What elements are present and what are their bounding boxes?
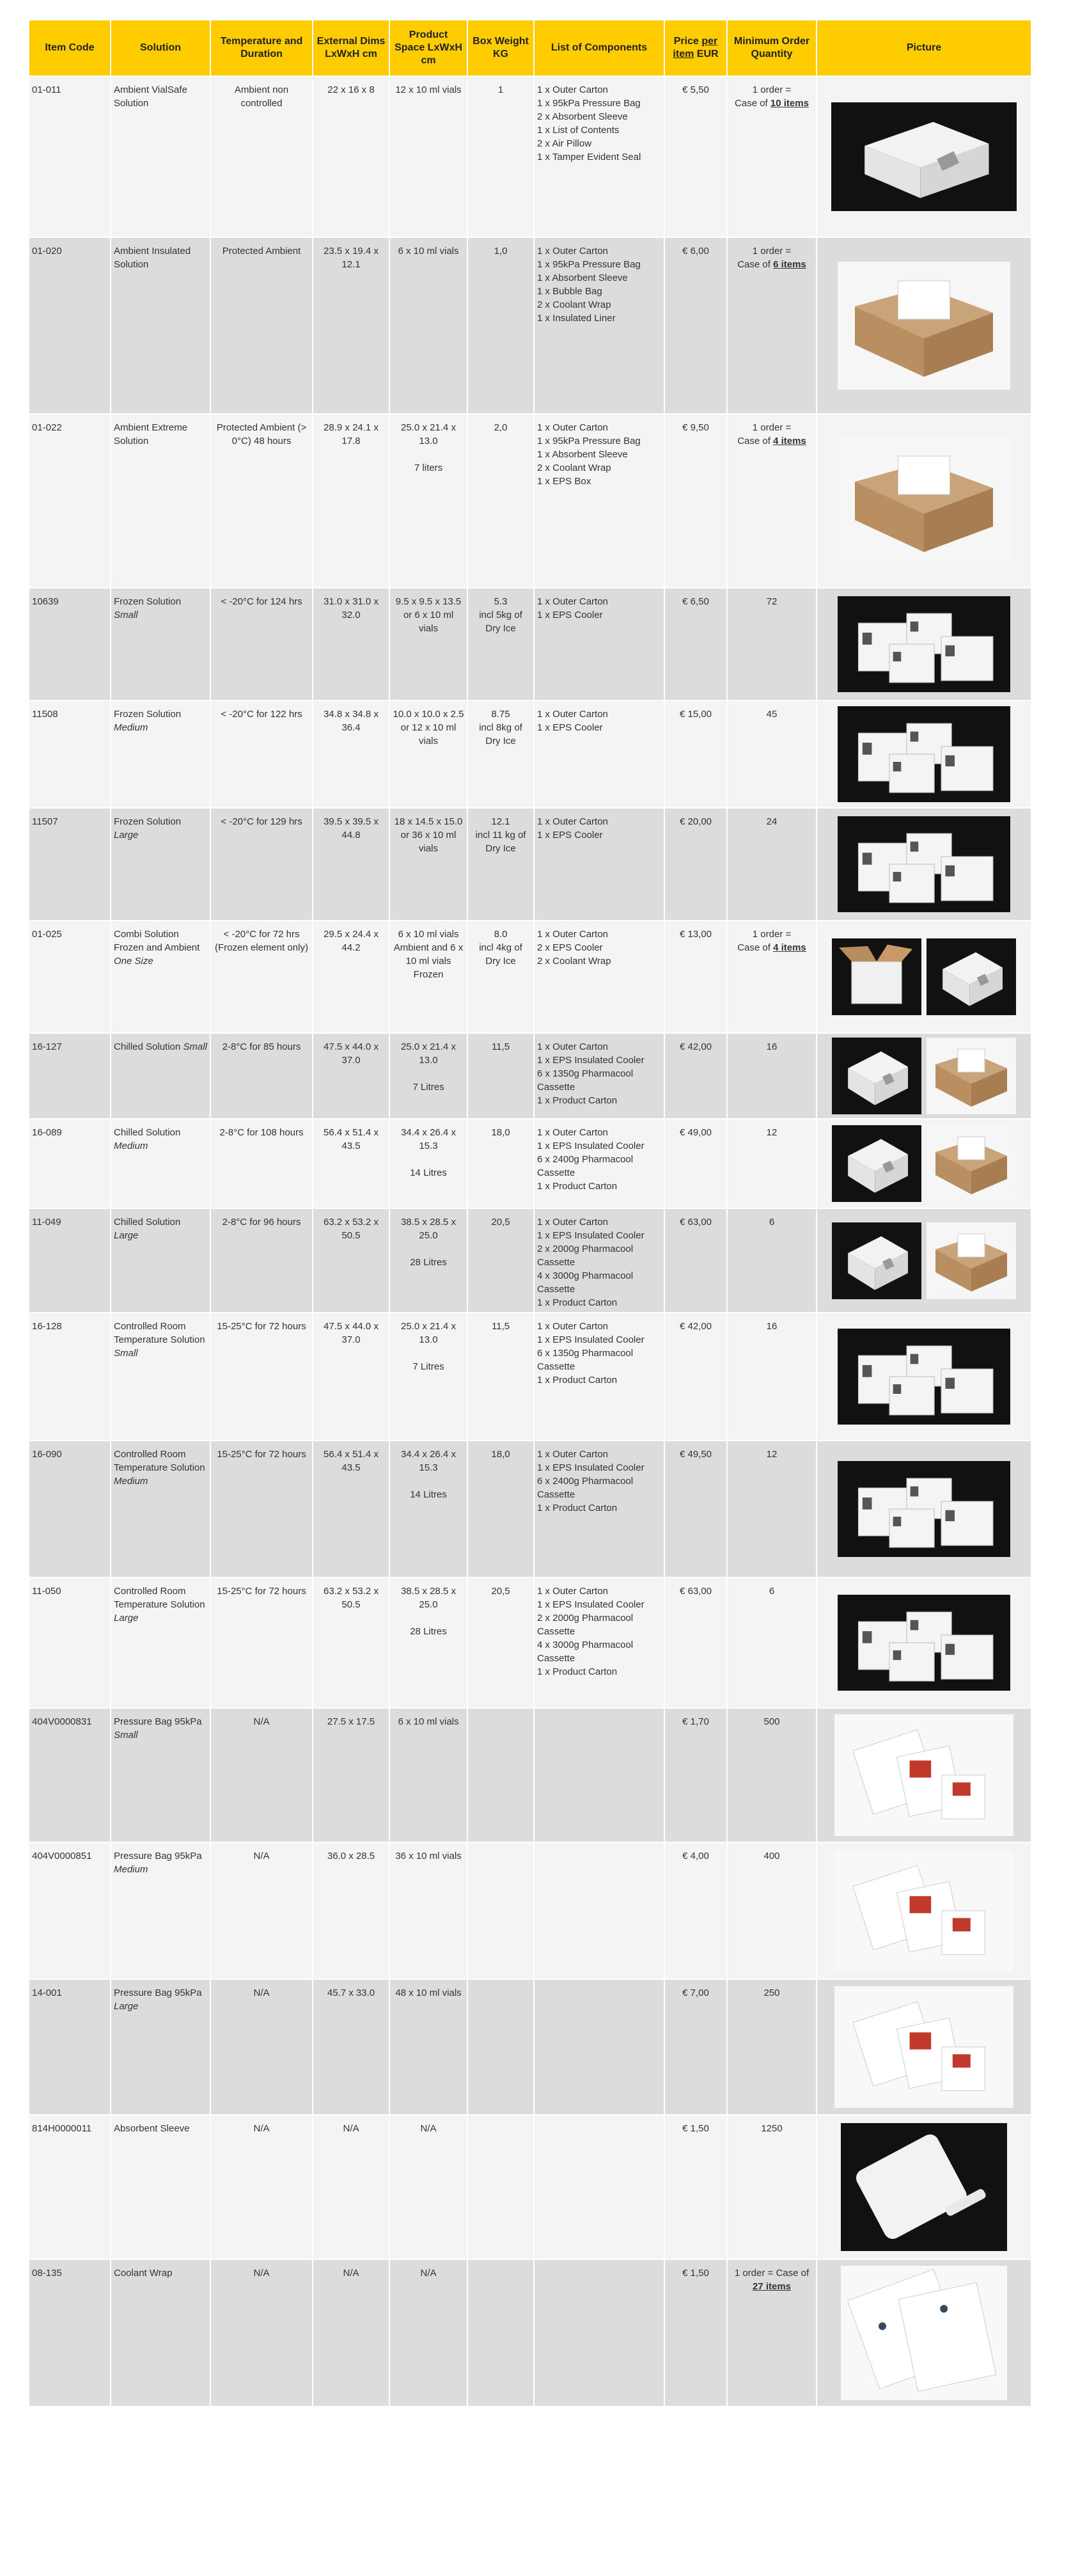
moq-cell: 1 order = Case of 10 items	[727, 76, 817, 237]
picture-cell	[817, 1577, 1031, 1708]
moq-items-link[interactable]: 4 items	[773, 942, 806, 953]
temperature-cell: N/A	[210, 1842, 313, 1979]
picture-cell	[817, 76, 1031, 237]
product-space-cell: 18 x 14.5 x 15.0 or 36 x 10 ml vials	[389, 808, 467, 921]
box-weight-cell: 1	[467, 76, 534, 237]
external-dims-cell: 36.0 x 28.5	[313, 1842, 389, 1979]
price-cell: € 49,00	[664, 1119, 727, 1208]
temperature-cell: < -20°C for 129 hrs	[210, 808, 313, 921]
product-space-cell: 10.0 x 10.0 x 2.5 or 12 x 10 ml vials	[389, 700, 467, 808]
price-cell: € 1,70	[664, 1708, 727, 1842]
temperature-cell: 2-8°C for 108 hours	[210, 1119, 313, 1208]
item-code-cell: 404V0000851	[29, 1842, 111, 1979]
closed-box-photo	[832, 1038, 921, 1114]
moq-cell: 12	[727, 1119, 817, 1208]
components-cell: 1 x Outer Carton 1 x EPS Insulated Cooler 6 x 2400g Pharmacool Cassette 1 x Product Carton	[534, 1119, 664, 1208]
box-set-photo	[838, 816, 1010, 912]
box-set-photo	[838, 1595, 1010, 1691]
header-product-space: Product Space LxWxH cm	[389, 20, 467, 76]
external-dims-cell: 31.0 x 31.0 x 32.0	[313, 588, 389, 700]
components-cell	[534, 2259, 664, 2406]
external-dims-cell: 22 x 16 x 8	[313, 76, 389, 237]
external-dims-cell: 28.9 x 24.1 x 17.8	[313, 414, 389, 588]
table-row	[29, 588, 1031, 700]
price-cell: € 6,00	[664, 237, 727, 414]
external-dims-cell: 47.5 x 44.0 x 37.0	[313, 1033, 389, 1119]
item-code-cell: 11507	[29, 808, 111, 921]
temperature-cell: 15-25°C for 72 hours	[210, 1441, 313, 1577]
components-cell	[534, 1842, 664, 1979]
product-space-cell: 36 x 10 ml vials	[389, 1842, 467, 1979]
header-moq: Minimum Order Quantity	[727, 20, 817, 76]
price-cell: € 20,00	[664, 808, 727, 921]
open-carton-photo	[838, 262, 1010, 390]
item-code-cell: 01-020	[29, 237, 111, 414]
moq-cell: 12	[727, 1441, 817, 1577]
picture-cell	[817, 2115, 1031, 2259]
product-space-cell: 6 x 10 ml vials	[389, 1708, 467, 1842]
header-temperature: Temperature and Duration	[210, 20, 313, 76]
solution-size: Medium	[114, 1141, 148, 1151]
table-row	[29, 1208, 1031, 1313]
box-weight-cell: 20,5	[467, 1577, 534, 1708]
item-code-cell: 16-127	[29, 1033, 111, 1119]
table-row	[29, 237, 1031, 414]
solution-size: Large	[114, 1230, 139, 1241]
box-weight-cell: 20,5	[467, 1208, 534, 1313]
components-cell: 1 x Outer Carton 1 x 95kPa Pressure Bag 1 x Absorbent Sleeve 2 x Coolant Wrap 1 x EPS Box	[534, 414, 664, 588]
closed-box-photo	[832, 1125, 921, 1202]
table-row	[29, 2115, 1031, 2259]
moq-cell: 16	[727, 1313, 817, 1441]
closed-box-photo	[832, 1222, 921, 1299]
table-row	[29, 921, 1031, 1033]
price-cell: € 9,50	[664, 414, 727, 588]
solution-cell: Coolant Wrap	[111, 2259, 210, 2406]
solution-cell: Pressure Bag 95kPa Large	[111, 1979, 210, 2115]
temperature-cell: < -20°C for 124 hrs	[210, 588, 313, 700]
picture-cell	[817, 237, 1031, 414]
closed-box-photo	[927, 938, 1016, 1015]
solution-cell: Combi Solution Frozen and Ambient One Size	[111, 921, 210, 1033]
external-dims-cell: 63.2 x 53.2 x 50.5	[313, 1577, 389, 1708]
item-code-cell: 11-050	[29, 1577, 111, 1708]
product-space-cell: 9.5 x 9.5 x 13.5 or 6 x 10 ml vials	[389, 588, 467, 700]
header-box-weight: Box Weight KG	[467, 20, 534, 76]
solution-cell: Ambient Extreme Solution	[111, 414, 210, 588]
item-code-cell: 01-011	[29, 76, 111, 237]
box-weight-cell: 8.75 incl 8kg of Dry Ice	[467, 700, 534, 808]
temperature-cell: N/A	[210, 1708, 313, 1842]
box-weight-cell: 2,0	[467, 414, 534, 588]
item-code-cell: 16-090	[29, 1441, 111, 1577]
pressure-bags-photo	[834, 1850, 1013, 1972]
external-dims-cell: 56.4 x 51.4 x 43.5	[313, 1119, 389, 1208]
picture-cell	[817, 1208, 1031, 1313]
picture-cell	[817, 1979, 1031, 2115]
price-cell: € 42,00	[664, 1033, 727, 1119]
table-row	[29, 808, 1031, 921]
components-cell: 1 x Outer Carton 1 x EPS Insulated Cooler 6 x 1350g Pharmacool Cassette 1 x Product Carton	[534, 1313, 664, 1441]
temperature-cell: 2-8°C for 96 hours	[210, 1208, 313, 1313]
box-weight-cell: 12.1 incl 11 kg of Dry Ice	[467, 808, 534, 921]
external-dims-cell: 45.7 x 33.0	[313, 1979, 389, 2115]
box-set-photo	[838, 1329, 1010, 1425]
table-row	[29, 700, 1031, 808]
temperature-cell: 2-8°C for 85 hours	[210, 1033, 313, 1119]
open-box-photo	[832, 938, 921, 1015]
item-code-cell: 10639	[29, 588, 111, 700]
solution-size: Small	[114, 610, 138, 620]
open-carton-photo	[927, 1125, 1016, 1202]
solution-size: Medium	[114, 1476, 148, 1487]
box-weight-cell: 18,0	[467, 1119, 534, 1208]
solution-cell: Ambient Insulated Solution	[111, 237, 210, 414]
solution-size: Small	[114, 1348, 138, 1359]
picture-cell	[817, 700, 1031, 808]
price-cell: € 1,50	[664, 2259, 727, 2406]
product-space-cell: 6 x 10 ml vials Ambient and 6 x 10 ml vials Frozen	[389, 921, 467, 1033]
product-space-cell: N/A	[389, 2115, 467, 2259]
item-code-cell: 16-128	[29, 1313, 111, 1441]
box-weight-cell	[467, 1708, 534, 1842]
components-cell: 1 x Outer Carton 1 x EPS Cooler	[534, 588, 664, 700]
item-code-cell: 11-049	[29, 1208, 111, 1313]
components-cell: 1 x Outer Carton 2 x EPS Cooler 2 x Coolant Wrap	[534, 921, 664, 1033]
product-space-cell: N/A	[389, 2259, 467, 2406]
price-cell: € 7,00	[664, 1979, 727, 2115]
moq-cell: 16	[727, 1033, 817, 1119]
product-space-cell: 25.0 x 21.4 x 13.0 7 liters	[389, 414, 467, 588]
solution-cell: Controlled Room Temperature Solution Large	[111, 1577, 210, 1708]
pressure-bags-photo	[834, 1986, 1013, 2108]
moq-cell: 6	[727, 1208, 817, 1313]
coolant-wrap-photo	[841, 2266, 1007, 2400]
components-cell	[534, 1708, 664, 1842]
solution-size: Medium	[114, 1864, 148, 1875]
components-cell: 1 x Outer Carton 1 x EPS Insulated Cooler 6 x 1350g Pharmacool Cassette 1 x Product Carton	[534, 1033, 664, 1119]
product-space-cell: 38.5 x 28.5 x 25.0 28 Litres	[389, 1208, 467, 1313]
header-external-dims: External Dims LxWxH cm	[313, 20, 389, 76]
table-row	[29, 1033, 1031, 1119]
product-space-cell: 25.0 x 21.4 x 13.0 7 Litres	[389, 1033, 467, 1119]
open-carton-photo	[927, 1038, 1016, 1114]
moq-items-link[interactable]: 4 items	[773, 436, 806, 446]
box-set-photo	[838, 706, 1010, 802]
table-row	[29, 414, 1031, 588]
moq-cell: 1 order = Case of 27 items	[727, 2259, 817, 2406]
solution-size: Large	[114, 830, 139, 841]
components-cell: 1 x Outer Carton 1 x EPS Insulated Cooler 2 x 2000g Pharmacool Cassette 4 x 3000g Pharmacool Cassette 1 x Product Carton	[534, 1577, 664, 1708]
table-row	[29, 1842, 1031, 1979]
picture-cell	[817, 1119, 1031, 1208]
item-code-cell: 16-089	[29, 1119, 111, 1208]
table-row	[29, 76, 1031, 237]
box-weight-cell: 5.3 incl 5kg of Dry Ice	[467, 588, 534, 700]
price-cell: € 63,00	[664, 1208, 727, 1313]
box-weight-cell: 1,0	[467, 237, 534, 414]
open-carton-photo	[927, 1222, 1016, 1299]
picture-cell	[817, 1033, 1031, 1119]
header-price: Price per item EUR	[664, 20, 727, 76]
item-code-cell: 08-135	[29, 2259, 111, 2406]
solution-cell: Pressure Bag 95kPa Medium	[111, 1842, 210, 1979]
picture-cell	[817, 1708, 1031, 1842]
solution-cell: Frozen Solution Large	[111, 808, 210, 921]
picture-cell	[817, 414, 1031, 588]
moq-cell: 500	[727, 1708, 817, 1842]
external-dims-cell: N/A	[313, 2259, 389, 2406]
price-cell: € 6,50	[664, 588, 727, 700]
price-cell: € 63,00	[664, 1577, 727, 1708]
price-cell: € 4,00	[664, 1842, 727, 1979]
table-row	[29, 1708, 1031, 1842]
solution-cell: Ambient VialSafe Solution	[111, 76, 210, 237]
box-set-photo	[838, 596, 1010, 692]
moq-cell: 6	[727, 1577, 817, 1708]
header-components: List of Components	[534, 20, 664, 76]
box-weight-cell: 18,0	[467, 1441, 534, 1577]
item-code-cell: 01-022	[29, 414, 111, 588]
components-cell	[534, 1979, 664, 2115]
box-weight-cell: 8.0 incl 4kg of Dry Ice	[467, 921, 534, 1033]
components-cell: 1 x Outer Carton 1 x 95kPa Pressure Bag 2 x Absorbent Sleeve 1 x List of Contents 2 x Air Pillow 1 x Tamper Evident Seal	[534, 76, 664, 237]
moq-items-link[interactable]: 10 items	[770, 98, 809, 109]
box-weight-cell	[467, 2259, 534, 2406]
product-space-cell: 48 x 10 ml vials	[389, 1979, 467, 2115]
item-code-cell: 404V0000831	[29, 1708, 111, 1842]
solution-cell: Frozen Solution Medium	[111, 700, 210, 808]
product-space-cell: 12 x 10 ml vials	[389, 76, 467, 237]
components-cell: 1 x Outer Carton 1 x EPS Insulated Cooler 2 x 2000g Pharmacool Cassette 4 x 3000g Pharmacool Cassette 1 x Product Carton	[534, 1208, 664, 1313]
item-code-cell: 11508	[29, 700, 111, 808]
table-row	[29, 1979, 1031, 2115]
moq-cell: 400	[727, 1842, 817, 1979]
external-dims-cell: 29.5 x 24.4 x 44.2	[313, 921, 389, 1033]
box-weight-cell	[467, 1979, 534, 2115]
price-cell: € 15,00	[664, 700, 727, 808]
moq-cell: 1 order = Case of 6 items	[727, 237, 817, 414]
solution-cell: Pressure Bag 95kPa Small	[111, 1708, 210, 1842]
components-cell: 1 x Outer Carton 1 x EPS Cooler	[534, 700, 664, 808]
temperature-cell: 15-25°C for 72 hours	[210, 1577, 313, 1708]
external-dims-cell: 27.5 x 17.5	[313, 1708, 389, 1842]
pressure-bags-photo	[834, 1714, 1013, 1836]
picture-cell	[817, 1842, 1031, 1979]
price-per-item-link[interactable]: per item	[673, 36, 718, 59]
box-weight-cell: 11,5	[467, 1033, 534, 1119]
moq-cell: 45	[727, 700, 817, 808]
solution-cell: Frozen Solution Small	[111, 588, 210, 700]
item-code-cell: 14-001	[29, 1979, 111, 2115]
temperature-cell: Protected Ambient	[210, 237, 313, 414]
table-row	[29, 2259, 1031, 2406]
solution-size: Small	[183, 1041, 207, 1052]
item-code-cell: 814H0000011	[29, 2115, 111, 2259]
price-cell: € 13,00	[664, 921, 727, 1033]
price-cell: € 1,50	[664, 2115, 727, 2259]
header-picture: Picture	[817, 20, 1031, 76]
header-item-code: Item Code	[29, 20, 111, 76]
temperature-cell: Ambient non controlled	[210, 76, 313, 237]
components-cell: 1 x Outer Carton 1 x 95kPa Pressure Bag 1 x Absorbent Sleeve 1 x Bubble Bag 2 x Coolant Wrap 1 x Insulated Liner	[534, 237, 664, 414]
external-dims-cell: N/A	[313, 2115, 389, 2259]
box-set-photo	[838, 1461, 1010, 1557]
moq-cell: 250	[727, 1979, 817, 2115]
moq-cell: 72	[727, 588, 817, 700]
moq-cell: 1 order = Case of 4 items	[727, 414, 817, 588]
box-weight-cell: 11,5	[467, 1313, 534, 1441]
product-space-cell: 34.4 x 26.4 x 15.3 14 Litres	[389, 1441, 467, 1577]
product-catalog-table	[28, 19, 1032, 2407]
absorbent-sleeve-photo	[841, 2123, 1007, 2251]
moq-cell: 1 order = Case of 4 items	[727, 921, 817, 1033]
external-dims-cell: 47.5 x 44.0 x 37.0	[313, 1313, 389, 1441]
components-cell: 1 x Outer Carton 1 x EPS Cooler	[534, 808, 664, 921]
picture-cell	[817, 1441, 1031, 1577]
solution-cell: Chilled Solution Medium	[111, 1119, 210, 1208]
product-space-cell: 38.5 x 28.5 x 25.0 28 Litres	[389, 1577, 467, 1708]
table-row	[29, 1577, 1031, 1708]
table-row	[29, 1313, 1031, 1441]
solution-size: Medium	[114, 722, 148, 733]
box-weight-cell	[467, 2115, 534, 2259]
table-row	[29, 1119, 1031, 1208]
external-dims-cell: 34.8 x 34.8 x 36.4	[313, 700, 389, 808]
solution-cell: Absorbent Sleeve	[111, 2115, 210, 2259]
open-carton-photo	[838, 437, 1010, 565]
solution-size: Large	[114, 1613, 139, 1624]
temperature-cell: N/A	[210, 2115, 313, 2259]
external-dims-cell: 23.5 x 19.4 x 12.1	[313, 237, 389, 414]
temperature-cell: N/A	[210, 1979, 313, 2115]
picture-cell	[817, 808, 1031, 921]
external-dims-cell: 56.4 x 51.4 x 43.5	[313, 1441, 389, 1577]
temperature-cell: < -20°C for 72 hrs (Frozen element only)	[210, 921, 313, 1033]
header-solution: Solution	[111, 20, 210, 76]
moq-cell: 1250	[727, 2115, 817, 2259]
solution-size: Large	[114, 2001, 139, 2012]
closed-box-photo	[831, 102, 1017, 211]
moq-cell: 24	[727, 808, 817, 921]
temperature-cell: Protected Ambient (> 0°C) 48 hours	[210, 414, 313, 588]
product-space-cell: 25.0 x 21.4 x 13.0 7 Litres	[389, 1313, 467, 1441]
item-code-cell: 01-025	[29, 921, 111, 1033]
picture-cell	[817, 588, 1031, 700]
moq-items-link[interactable]: 27 items	[752, 2281, 792, 2292]
temperature-cell: < -20°C for 122 hrs	[210, 700, 313, 808]
solution-cell: Controlled Room Temperature Solution Medium	[111, 1441, 210, 1577]
solution-cell: Chilled Solution Large	[111, 1208, 210, 1313]
product-space-cell: 6 x 10 ml vials	[389, 237, 467, 414]
picture-cell	[817, 921, 1031, 1033]
solution-cell: Controlled Room Temperature Solution Small	[111, 1313, 210, 1441]
picture-cell	[817, 2259, 1031, 2406]
header-row	[29, 20, 1031, 76]
price-cell: € 42,00	[664, 1313, 727, 1441]
moq-items-link[interactable]: 6 items	[773, 259, 806, 270]
solution-cell: Chilled Solution Small	[111, 1033, 210, 1119]
price-cell: € 49,50	[664, 1441, 727, 1577]
components-cell	[534, 2115, 664, 2259]
temperature-cell: 15-25°C for 72 hours	[210, 1313, 313, 1441]
components-cell: 1 x Outer Carton 1 x EPS Insulated Cooler 6 x 2400g Pharmacool Cassette 1 x Product Carton	[534, 1441, 664, 1577]
temperature-cell: N/A	[210, 2259, 313, 2406]
box-weight-cell	[467, 1842, 534, 1979]
product-space-cell: 34.4 x 26.4 x 15.3 14 Litres	[389, 1119, 467, 1208]
external-dims-cell: 63.2 x 53.2 x 50.5	[313, 1208, 389, 1313]
picture-cell	[817, 1313, 1031, 1441]
solution-size: Small	[114, 1730, 138, 1741]
external-dims-cell: 39.5 x 39.5 x 44.8	[313, 808, 389, 921]
solution-size: One Size	[114, 956, 153, 967]
table-row	[29, 1441, 1031, 1577]
price-cell: € 5,50	[664, 76, 727, 237]
